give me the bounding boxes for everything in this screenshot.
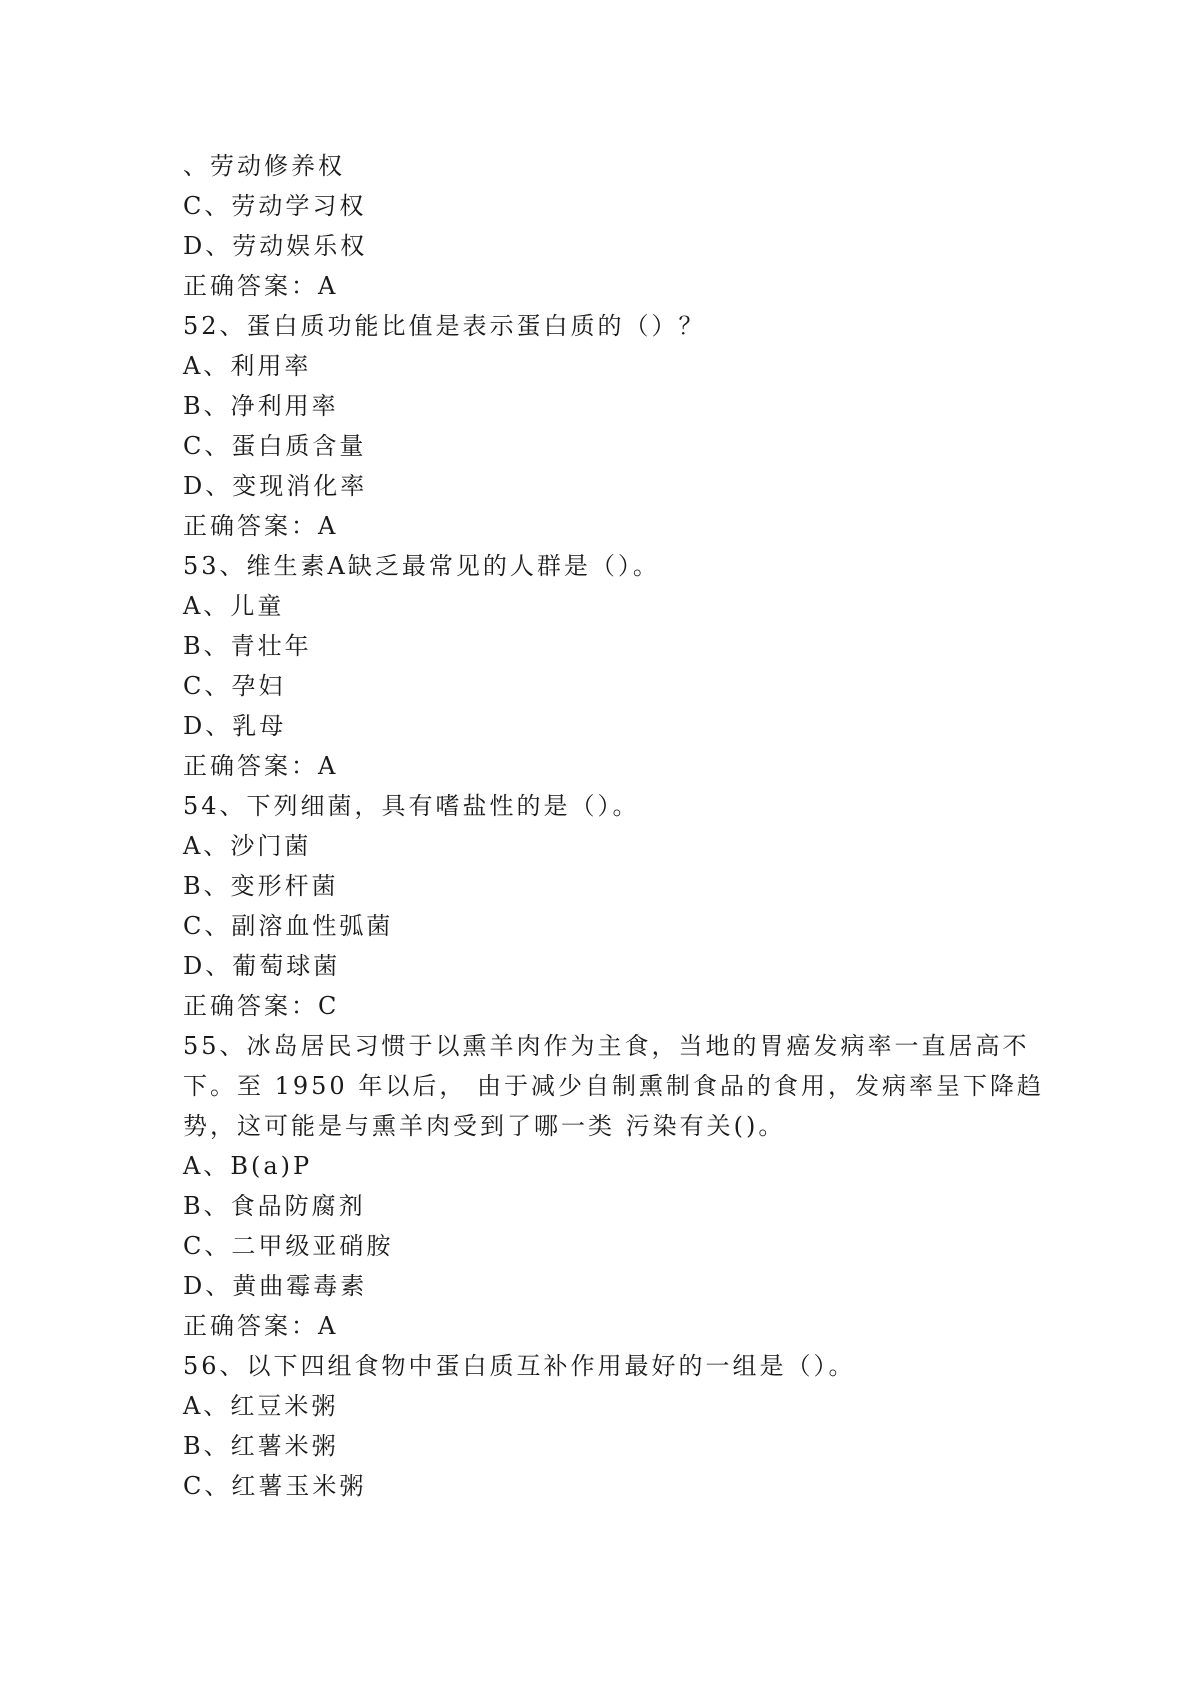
option-line: A、B(a)P (183, 1152, 313, 1180)
answer-line: 正确答案：C (183, 992, 340, 1020)
exam-content (183, 146, 1044, 1506)
answer-line: 正确答案：A (183, 1312, 339, 1340)
option-line: A、利用率 (183, 352, 312, 380)
option-line: C、红薯玉米粥 (183, 1472, 367, 1500)
answer-line: 正确答案：A (183, 752, 339, 780)
question-55-line: 下。至 1950 年以后， 由于减少自制熏制食品的食用，发病率呈下降趋 (183, 1072, 1044, 1100)
question-55 (183, 1026, 1044, 1146)
option-line: B、变形杆菌 (183, 872, 339, 900)
option-line: 、劳动修养权 (183, 152, 345, 180)
option-line: C、劳动学习权 (183, 192, 367, 220)
option-line: D、黄曲霉毒素 (183, 1272, 368, 1300)
option-line: C、孕妇 (183, 672, 286, 700)
answer-line: 正确答案：A (183, 512, 339, 540)
option-line: B、红薯米粥 (183, 1432, 339, 1460)
option-line: D、劳动娱乐权 (183, 232, 368, 260)
option-line: B、青壮年 (183, 632, 312, 660)
option-line: B、食品防腐剂 (183, 1192, 366, 1220)
option-line: D、乳母 (183, 712, 287, 740)
answer-line: 正确答案：A (183, 272, 339, 300)
option-line: A、儿童 (183, 592, 285, 620)
question-55-line: 势，这可能是与熏羊肉受到了哪一类 污染有关()。 (183, 1112, 786, 1140)
question-54: 54、下列细菌，具有嗜盐性的是（）。 (183, 792, 640, 820)
option-line: A、沙门菌 (183, 832, 312, 860)
option-line: D、葡萄球菌 (183, 952, 341, 980)
question-56: 56、以下四组食物中蛋白质互补作用最好的一组是（）。 (183, 1352, 856, 1380)
question-55-line: 55、冰岛居民习惯于以熏羊肉作为主食，当地的胃癌发病率一直居高不 (183, 1032, 1030, 1060)
question-52: 52、蛋白质功能比值是表示蛋白质的（）？ (183, 312, 706, 340)
option-line: C、蛋白质含量 (183, 432, 367, 460)
option-line: A、红豆米粥 (183, 1392, 339, 1420)
question-53: 53、维生素A缺乏最常见的人群是（）。 (183, 552, 660, 580)
option-line: B、净利用率 (183, 392, 339, 420)
option-line: C、二甲级亚硝胺 (183, 1232, 394, 1260)
option-line: C、副溶血性弧菌 (183, 912, 394, 940)
option-line: D、变现消化率 (183, 472, 368, 500)
